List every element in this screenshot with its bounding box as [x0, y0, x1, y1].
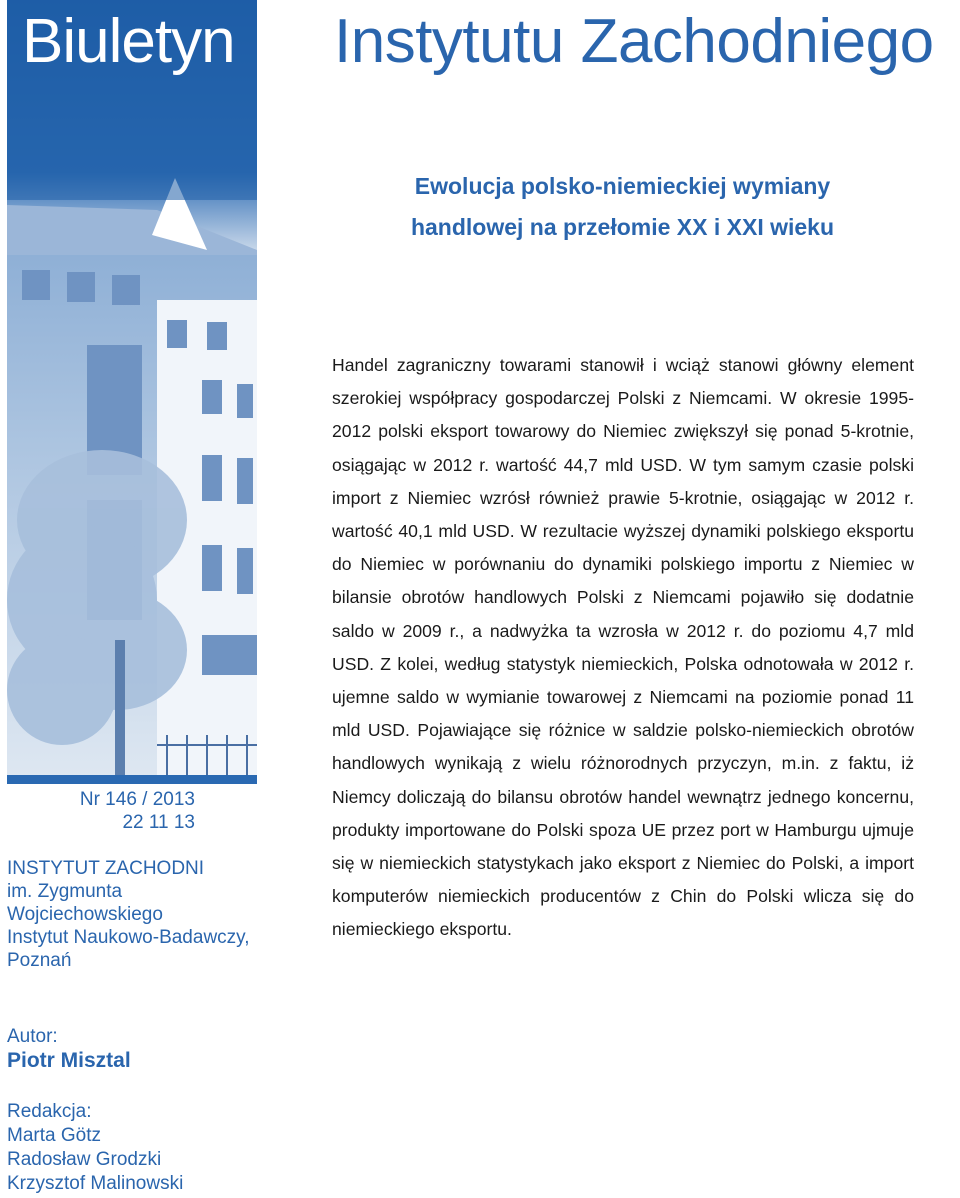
title-line-2: handlowej na przełomie XX i XXI wieku	[410, 214, 835, 240]
article-title	[330, 166, 915, 248]
building-photo-panel	[7, 0, 257, 784]
institute-line: Instytut Naukowo-Badawczy,	[7, 927, 250, 948]
institute-line: INSTYTUT ZACHODNI	[7, 858, 205, 879]
issue-date: 22 11 13	[122, 812, 195, 833]
editor-name: Radosław Grodzki	[7, 1149, 162, 1170]
article-body: Handel zagraniczny towarami stanowił i wciąż stanowi główny element szerokiej współpracy gospodarczej Polski z Niemcami. W okresie 1995-2012 polski eksport towarowy do Niemiec zwiększył się ponad 5-krotnie, osiągając w 2012 r. wartość 44,7 mld USD. W tym samym czasie polski import z Niemiec wzrósł również prawie 5-krotnie, osiągając w 2012 r. wartość 40,1 mld USD. W rezultacie wyższej dynamiki polskiego eksportu do Niemiec w porównaniu do dynamiki polskiego importu z Niemiec w bilansie obrotów handlowych Polski z Niemcami pojawiło się dodatnie saldo w 2009 r., a nadwyżka ta wzrosła w 2012 r. do poziomu 4,7 mld USD. Z kolei, według statystyk niemieckich, Polska odnotowała w 2012 r. ujemne saldo w wymianie towarowej z Niemcami na poziomie ponad 11 mld USD. Pojawiające się różnice w saldzie polsko-niemieckich obrotów handlowych wynikają z wielu różnorodnych przyczyn, m.in. z faktu, iż Niemcy doliczają do bilansu obrotów handel wewnątrz jednego koncernu, produkty importowane do Polski spoza UE przez port w Hamburgu ujmuje się w niemieckich statystykach jako eksport z Niemiec do Polski, a import komputerów niemieckich producentów z Chin do Polski wlicza się do niemieckiego eksportu.	[332, 355, 914, 940]
issue-number: Nr 146 / 2013	[79, 789, 195, 810]
brand-biuletyn: Biuletyn	[22, 7, 235, 76]
issue-info	[7, 788, 195, 834]
editors-label: Redakcja:	[7, 1101, 92, 1122]
title-line-1: Ewolucja polsko-niemieckiej wymiany	[414, 173, 831, 199]
editor-name: Krzysztof Malinowski	[7, 1173, 184, 1194]
building-illustration	[7, 0, 257, 784]
author-label: Autor:	[7, 1026, 58, 1047]
institute-info	[7, 857, 259, 972]
author-name: Piotr Misztal	[7, 1049, 131, 1072]
brand-institute: Instytutu Zachodniego	[334, 7, 934, 76]
institute-line: Poznań	[7, 950, 72, 971]
institute-line: im. Zygmunta	[7, 881, 123, 902]
institute-line: Wojciechowskiego	[7, 904, 163, 925]
editor-name: Marta Götz	[7, 1125, 101, 1146]
editors-block	[7, 1100, 259, 1196]
sidebar-divider	[7, 775, 257, 784]
